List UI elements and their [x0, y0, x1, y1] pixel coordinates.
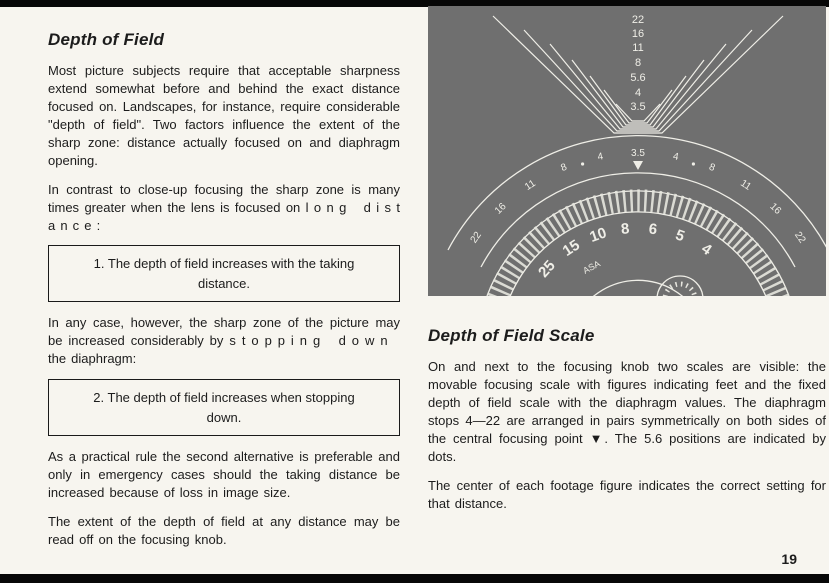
knob-hub [577, 280, 699, 296]
focusing-knob [487, 191, 789, 296]
f56-dot [692, 162, 695, 165]
dof-scale-label: 8 [559, 161, 569, 175]
knob-distance-label: 15 [559, 236, 583, 260]
dof-scale-label: 22 [792, 229, 808, 246]
aperture-stack-label: 4 [634, 87, 642, 99]
aperture-stack [630, 14, 645, 113]
body-paragraph: In any case, however, the sharp zone of the picture may be increased considerably by s t o p p i n g d o w n the diaphragm: [48, 315, 400, 367]
rule-box-1-text: 1. The depth of field increases with the taking distance. [93, 256, 355, 291]
rule-box-1 [48, 245, 400, 302]
dof-scale-label: 22 [468, 229, 484, 246]
f56-dot [581, 162, 584, 165]
knob-distance-label: 8 [620, 220, 631, 239]
index-marker-icon [633, 161, 643, 170]
rule-box-2-text: 2. The depth of field increases when stopping down. [93, 390, 355, 425]
dof-scale-label: 11 [523, 177, 538, 193]
dof-scale-label: 3.5 [631, 148, 645, 159]
page-number: 19 [781, 551, 797, 567]
heading-depth-of-field: Depth of Field [48, 30, 165, 49]
dof-scale-label: 8 [707, 161, 717, 175]
heading-depth-of-field-scale: Depth of Field Scale [428, 326, 595, 345]
knob-distance-label: 4 [698, 240, 715, 259]
dof-scale-label: 11 [738, 177, 753, 193]
dof-scale-label: 16 [492, 201, 509, 217]
left-column [48, 30, 400, 560]
knob-distance-label: 5 [673, 226, 687, 246]
body-paragraph: The center of each footage figure indicates the correct setting for that distance. [428, 477, 826, 511]
rule-box-2 [48, 379, 400, 436]
depth-of-field-scale-illustration [428, 6, 826, 296]
aperture-stack-label: 3.5 [630, 101, 646, 113]
aperture-stack-label: 11 [632, 42, 644, 54]
knob-knurling [493, 200, 783, 296]
asa-label: ASA [581, 258, 602, 276]
aperture-stack-label: 16 [631, 28, 645, 40]
body-paragraph: The extent of the depth of field at any distance may be read off on the focusing knob. [48, 514, 400, 547]
dof-scale-label: 16 [767, 201, 784, 217]
scan-edge-bottom [0, 574, 829, 583]
aperture-stack-label: 8 [634, 57, 642, 69]
body-paragraph: On and next to the focusing knob two scales are visible: the movable focusing scale with figures indicating feet and the fixed depth of field scale with the diaphragm values. The diaphragm stops 4—22 are arranged in pairs symmetrically on both sides of the central focusing point ▼. The 5.6 positions are indicated by dots. [428, 359, 826, 464]
body-paragraph: As a practical rule the second alternative is preferable and only in emergency cases should the taking distance be increased because of loss in image size. [48, 449, 400, 501]
aperture-stack-label: 5.6 [630, 72, 646, 84]
body-paragraph: Most picture subjects require that acceptable sharpness extend somewhat before and behind the exact distance focused on. Landscapes, for instance, require considerable "depth of field". Two factors influence the extent of the sharp zone: distance actually focused on and diaphragm opening. [48, 63, 400, 168]
knob-distance-label: 6 [647, 220, 659, 239]
body-paragraph: In contrast to close-up focusing the sharp zone is many times greater when the lens is focused on l o n g d i s t a n c e : [48, 181, 400, 233]
dof-scale-label: 4 [596, 151, 605, 164]
focusing-knob-diagram [428, 6, 826, 296]
right-column [428, 6, 826, 524]
aperture-stack-label: 22 [631, 14, 645, 26]
knob-distance-label: 25 [535, 257, 559, 281]
knob-distance-label: 10 [587, 224, 609, 246]
dof-scale-label: 4 [671, 151, 680, 164]
